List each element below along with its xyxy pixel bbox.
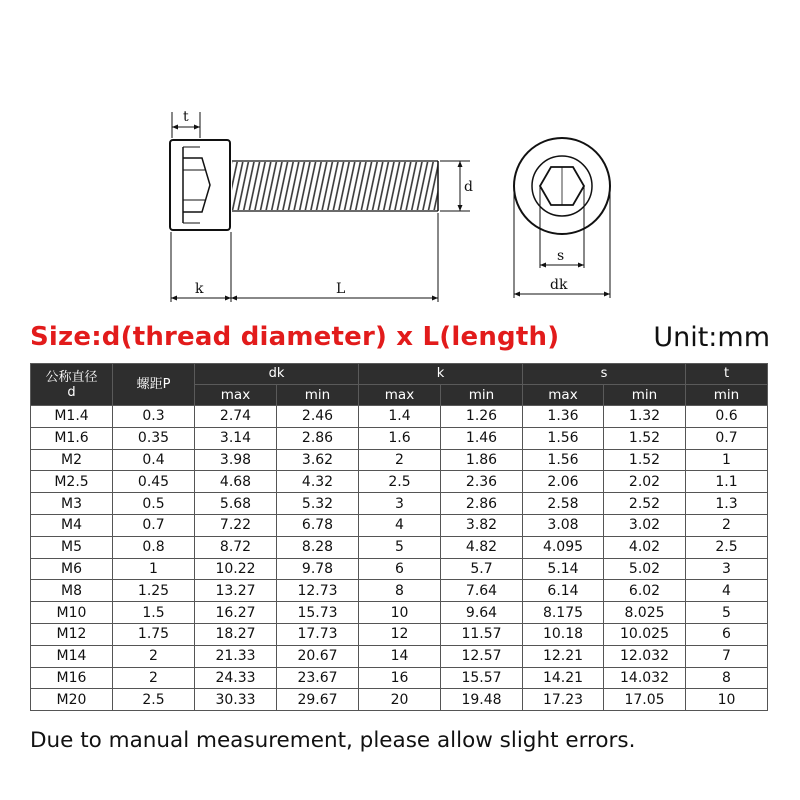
- cell-s-max: 3.08: [523, 514, 604, 536]
- cell-k-max: 10: [359, 602, 441, 624]
- cell-size: M2.5: [31, 471, 113, 493]
- cell-k-min: 9.64: [441, 602, 523, 624]
- cell-s-max: 8.175: [523, 602, 604, 624]
- cell-dk-min: 12.73: [277, 580, 359, 602]
- cell-k-min: 12.57: [441, 645, 523, 667]
- cell-t-min: 6: [686, 623, 768, 645]
- cell-k-max: 8: [359, 580, 441, 602]
- cell-s-max: 17.23: [523, 689, 604, 711]
- cell-t-min: 7: [686, 645, 768, 667]
- label-d: d: [464, 179, 473, 195]
- cell-dk-max: 24.33: [195, 667, 277, 689]
- table-row: [31, 580, 768, 602]
- cell-s-min: 17.05: [604, 689, 686, 711]
- cell-s-min: 1.52: [604, 449, 686, 471]
- dimension-table: [30, 363, 768, 711]
- cell-s-max: 1.56: [523, 449, 604, 471]
- cell-t-min: 1: [686, 449, 768, 471]
- cell-pitch: 1.75: [113, 623, 195, 645]
- subheader-dk-max: max: [195, 385, 277, 406]
- cell-dk-min: 20.67: [277, 645, 359, 667]
- cell-dk-max: 3.14: [195, 427, 277, 449]
- table-row: [31, 689, 768, 711]
- cell-s-min: 3.02: [604, 514, 686, 536]
- cell-dk-max: 18.27: [195, 623, 277, 645]
- footer-note: Due to manual measurement, please allow slight errors.: [30, 728, 636, 753]
- cell-size: M20: [31, 689, 113, 711]
- cell-k-min: 1.46: [441, 427, 523, 449]
- table-row: [31, 645, 768, 667]
- cell-t-min: 2.5: [686, 536, 768, 558]
- table-row: [31, 667, 768, 689]
- cell-size: M3: [31, 493, 113, 515]
- cell-k-max: 1.4: [359, 406, 441, 428]
- cell-size: M1.6: [31, 427, 113, 449]
- table-row: [31, 406, 768, 428]
- label-s: s: [557, 248, 565, 264]
- cell-dk-max: 3.98: [195, 449, 277, 471]
- cell-pitch: 2: [113, 667, 195, 689]
- cell-dk-max: 8.72: [195, 536, 277, 558]
- subheader-dk-min: min: [277, 385, 359, 406]
- cell-pitch: 2: [113, 645, 195, 667]
- cell-k-min: 5.7: [441, 558, 523, 580]
- cell-k-max: 5: [359, 536, 441, 558]
- table-row: [31, 427, 768, 449]
- table-row: [31, 536, 768, 558]
- cell-k-max: 20: [359, 689, 441, 711]
- table-row: [31, 471, 768, 493]
- cell-dk-min: 17.73: [277, 623, 359, 645]
- header-s: s: [523, 364, 686, 385]
- cell-dk-max: 7.22: [195, 514, 277, 536]
- table-row: [31, 493, 768, 515]
- cell-s-min: 5.02: [604, 558, 686, 580]
- table-row: [31, 514, 768, 536]
- cell-k-max: 4: [359, 514, 441, 536]
- cell-s-min: 2.02: [604, 471, 686, 493]
- cell-pitch: 0.8: [113, 536, 195, 558]
- cell-t-min: 2: [686, 514, 768, 536]
- cell-size: M16: [31, 667, 113, 689]
- cell-k-max: 2: [359, 449, 441, 471]
- cell-pitch: 0.3: [113, 406, 195, 428]
- cell-size: M14: [31, 645, 113, 667]
- cell-dk-max: 4.68: [195, 471, 277, 493]
- cell-k-max: 6: [359, 558, 441, 580]
- label-t: t: [183, 109, 189, 125]
- cell-size: M12: [31, 623, 113, 645]
- cell-dk-min: 2.86: [277, 427, 359, 449]
- cell-pitch: 1.5: [113, 602, 195, 624]
- cell-s-min: 8.025: [604, 602, 686, 624]
- subheader-k-min: min: [441, 385, 523, 406]
- cell-k-max: 3: [359, 493, 441, 515]
- cell-s-min: 1.52: [604, 427, 686, 449]
- header-k: k: [359, 364, 523, 385]
- header-nominal-diameter: [31, 364, 113, 406]
- cell-k-min: 2.86: [441, 493, 523, 515]
- cell-dk-max: 16.27: [195, 602, 277, 624]
- cell-dk-min: 15.73: [277, 602, 359, 624]
- cell-s-max: 2.58: [523, 493, 604, 515]
- unit-label: Unit:mm: [653, 322, 770, 353]
- header-nominal-d: d: [67, 384, 76, 400]
- cell-pitch: 1: [113, 558, 195, 580]
- dimension-t: [172, 109, 200, 138]
- cell-s-max: 5.14: [523, 558, 604, 580]
- screw-head: [170, 140, 230, 230]
- cell-s-min: 2.52: [604, 493, 686, 515]
- cell-s-max: 12.21: [523, 645, 604, 667]
- header-t: t: [686, 364, 768, 385]
- cell-pitch: 0.4: [113, 449, 195, 471]
- header-nominal-label: 公称直径: [45, 369, 98, 385]
- cell-k-min: 19.48: [441, 689, 523, 711]
- cell-t-min: 0.7: [686, 427, 768, 449]
- cell-dk-min: 3.62: [277, 449, 359, 471]
- header-dk: dk: [195, 364, 359, 385]
- cell-s-max: 4.095: [523, 536, 604, 558]
- cell-t-min: 5: [686, 602, 768, 624]
- cell-dk-min: 8.28: [277, 536, 359, 558]
- cell-dk-max: 10.22: [195, 558, 277, 580]
- table-row: [31, 623, 768, 645]
- screw-end-view: [514, 138, 610, 298]
- cell-t-min: 1.1: [686, 471, 768, 493]
- cell-dk-min: 5.32: [277, 493, 359, 515]
- size-headline: Size:d(thread diameter) x L(length): [30, 322, 560, 352]
- cell-dk-max: 2.74: [195, 406, 277, 428]
- label-L: L: [336, 281, 346, 297]
- cell-pitch: 0.35: [113, 427, 195, 449]
- cell-s-min: 12.032: [604, 645, 686, 667]
- screw-side-view: [170, 109, 473, 302]
- cell-t-min: 8: [686, 667, 768, 689]
- cell-dk-max: 30.33: [195, 689, 277, 711]
- screw-technical-drawing: [0, 0, 800, 320]
- cell-k-min: 1.26: [441, 406, 523, 428]
- cell-size: M8: [31, 580, 113, 602]
- cell-dk-min: 2.46: [277, 406, 359, 428]
- cell-dk-max: 21.33: [195, 645, 277, 667]
- cell-size: M5: [31, 536, 113, 558]
- cell-dk-min: 23.67: [277, 667, 359, 689]
- cell-k-min: 15.57: [441, 667, 523, 689]
- cell-k-min: 1.86: [441, 449, 523, 471]
- cell-k-max: 2.5: [359, 471, 441, 493]
- cell-t-min: 0.6: [686, 406, 768, 428]
- cell-k-max: 14: [359, 645, 441, 667]
- cell-s-min: 14.032: [604, 667, 686, 689]
- table-row: [31, 602, 768, 624]
- cell-size: M10: [31, 602, 113, 624]
- cell-t-min: 4: [686, 580, 768, 602]
- cell-k-min: 2.36: [441, 471, 523, 493]
- subheader-k-max: max: [359, 385, 441, 406]
- cell-size: M6: [31, 558, 113, 580]
- cell-s-max: 1.56: [523, 427, 604, 449]
- cell-s-min: 6.02: [604, 580, 686, 602]
- cell-k-min: 3.82: [441, 514, 523, 536]
- thread-shank: [232, 162, 438, 210]
- cell-k-min: 7.64: [441, 580, 523, 602]
- table-row: [31, 558, 768, 580]
- cell-dk-max: 13.27: [195, 580, 277, 602]
- cell-k-min: 11.57: [441, 623, 523, 645]
- cell-dk-min: 9.78: [277, 558, 359, 580]
- label-dk: dk: [550, 277, 568, 293]
- cell-pitch: 2.5: [113, 689, 195, 711]
- cell-size: M1.4: [31, 406, 113, 428]
- cell-s-max: 6.14: [523, 580, 604, 602]
- cell-s-max: 2.06: [523, 471, 604, 493]
- cell-t-min: 3: [686, 558, 768, 580]
- cell-pitch: 1.25: [113, 580, 195, 602]
- cell-s-max: 1.36: [523, 406, 604, 428]
- cell-size: M2: [31, 449, 113, 471]
- table-row: [31, 449, 768, 471]
- cell-size: M4: [31, 514, 113, 536]
- cell-k-max: 16: [359, 667, 441, 689]
- subheader-s-min: min: [604, 385, 686, 406]
- header-pitch: 螺距P: [113, 364, 195, 406]
- cell-pitch: 0.7: [113, 514, 195, 536]
- cell-dk-min: 29.67: [277, 689, 359, 711]
- label-k: k: [195, 281, 204, 297]
- cell-s-min: 4.02: [604, 536, 686, 558]
- subheader-t-min: min: [686, 385, 768, 406]
- cell-s-min: 1.32: [604, 406, 686, 428]
- cell-s-min: 10.025: [604, 623, 686, 645]
- dimension-d: [440, 161, 473, 211]
- table-header-row: [31, 364, 768, 385]
- cell-t-min: 10: [686, 689, 768, 711]
- cell-k-min: 4.82: [441, 536, 523, 558]
- cell-pitch: 0.45: [113, 471, 195, 493]
- cell-dk-min: 4.32: [277, 471, 359, 493]
- cell-t-min: 1.3: [686, 493, 768, 515]
- cell-s-max: 14.21: [523, 667, 604, 689]
- cell-pitch: 0.5: [113, 493, 195, 515]
- cell-dk-min: 6.78: [277, 514, 359, 536]
- table-body: [31, 406, 768, 711]
- cell-dk-max: 5.68: [195, 493, 277, 515]
- cell-k-max: 12: [359, 623, 441, 645]
- cell-s-max: 10.18: [523, 623, 604, 645]
- subheader-s-max: max: [523, 385, 604, 406]
- cell-k-max: 1.6: [359, 427, 441, 449]
